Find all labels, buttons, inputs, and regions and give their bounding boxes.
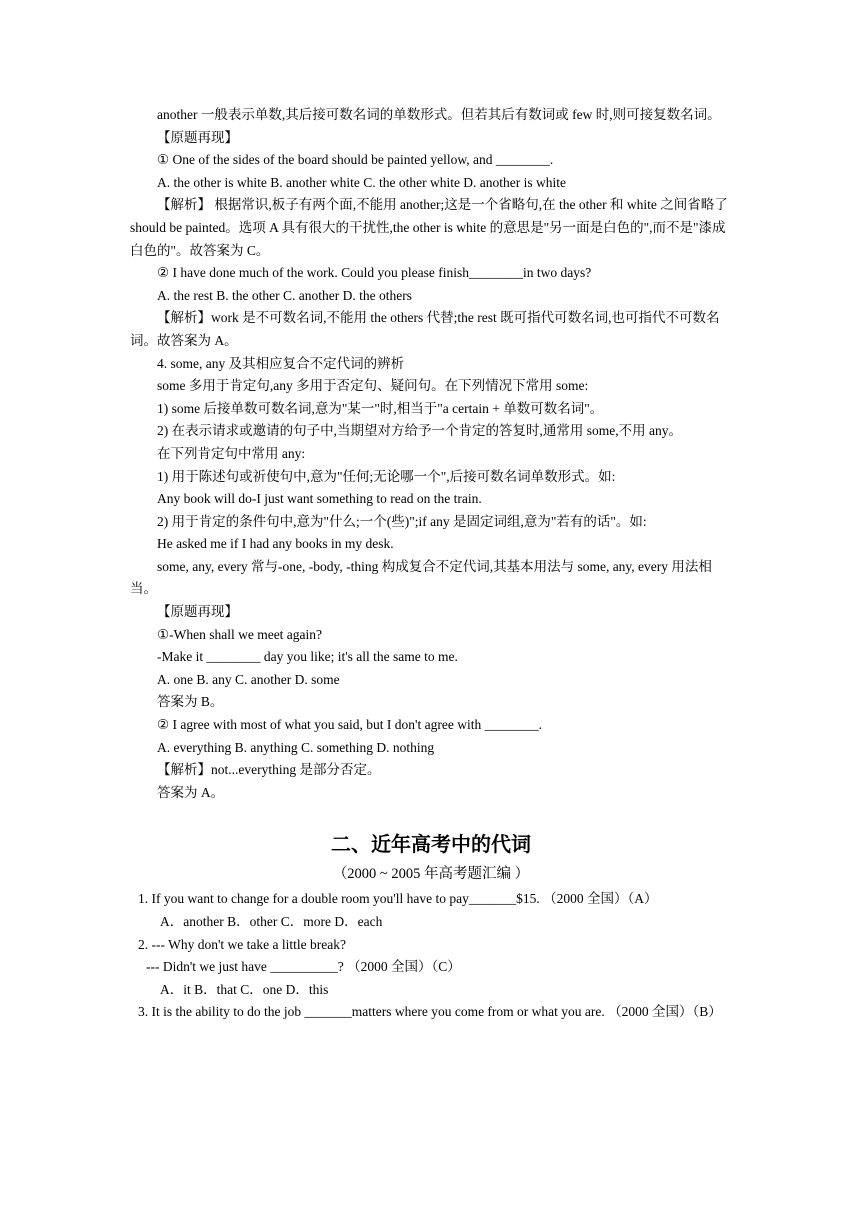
example-any-1: Any book will do-I just want something to read on the train. bbox=[157, 491, 482, 507]
section-4-title: 4. some, any 及其相应复合不定代词的辨析 bbox=[157, 355, 405, 371]
example-any-2: He asked me if I had any books in my desk. bbox=[157, 536, 394, 552]
exam-recap-label: 【原题再现】 bbox=[157, 129, 238, 145]
question-4-options: A. everything B. anything C. something D. nothing bbox=[157, 739, 435, 755]
question-4-analysis: 【解析】not...everything 是部分否定。 bbox=[157, 762, 381, 778]
paragraph-some-any: some 多用于肯定句,any 多用于否定句、疑问句。在下列情况下常用 some: bbox=[157, 378, 589, 394]
question-3-line-1: ①-When shall we meet again? bbox=[157, 626, 323, 642]
question-2-stem: ② I have done much of the work. Could you please finish________in two days? bbox=[157, 265, 592, 281]
rule-some-2: 2) 在表示请求或邀请的句子中,当期望对方给予一个肯定的答复时,通常用 some,不用 any。 bbox=[157, 423, 682, 439]
paragraph-any-intro: 在下列肯定句中常用 any: bbox=[157, 445, 306, 461]
question-2-analysis: 【解析】work 是不可数名词,不能用 the others 代替;the rest 既可指代可数名词,也可指代不可数名词。故答案为 A。 bbox=[130, 310, 720, 348]
question-3-line-2: -Make it ________ day you like; it's all the same to me. bbox=[157, 649, 458, 665]
paragraph-another-usage: another 一般表示单数,其后接可数名词的单数形式。但若其后有数词或 few 时,则可接复数名词。 bbox=[157, 107, 721, 122]
exam-recap-label-2: 【原题再现】 bbox=[157, 604, 238, 620]
question-3-answer: 答案为 B。 bbox=[157, 694, 224, 710]
exam-question-3-stem: 3. It is the ability to do the job _______matters where you come from or what you are. （2000 全国）（B） bbox=[138, 1004, 722, 1020]
rule-any-2: 2) 用于肯定的条件句中,意为"什么;一个(些)";if any 是固定词组,意为"若有的话"。如: bbox=[157, 513, 647, 529]
exam-question-1-stem: 1. If you want to change for a double room you'll have to pay_______$15. （2000 全国）（A） bbox=[138, 891, 658, 907]
rule-some-1: 1) some 后接单数可数名词,意为"某一"时,相当于"a certain + 单数可数名词"。 bbox=[157, 400, 604, 416]
paragraph-compound-pronouns: some, any, every 常与-one, -body, -thing 构成复合不定代词,其基本用法与 some, any, every 用法相当。 bbox=[130, 558, 712, 597]
question-4-answer: 答案为 A。 bbox=[157, 784, 225, 800]
document-page bbox=[130, 104, 732, 1024]
question-3-options: A. one B. any C. another D. some bbox=[157, 671, 340, 687]
section-subtitle: （2000 ~ 2005 年高考题汇编 ） bbox=[332, 866, 530, 883]
exam-question-2-options: A．it B．that C．one D．this bbox=[160, 981, 329, 997]
exam-question-1-options: A．another B．other C．more D．each bbox=[160, 914, 383, 929]
question-1-analysis: 【解析】 根据常识,板子有两个面,不能用 another;这是一个省略句,在 the other 和 white 之间省略了 should be painted。选项 A 具有很大的干扰性,the other is white 的意思是"另一面是白色的",而不是"漆成白色的"。故答案为 C。 bbox=[130, 197, 728, 258]
question-4-stem: ② I agree with most of what you said, but I don't agree with ________. bbox=[157, 717, 542, 733]
question-1-stem: ① One of the sides of the board should be painted yellow, and ________. bbox=[157, 152, 554, 168]
exam-question-2-stem: 2. --- Why don't we take a little break? bbox=[138, 936, 346, 952]
question-2-options: A. the rest B. the other C. another D. the others bbox=[157, 287, 412, 303]
question-1-options: A. the other is white B. another white C. the other white D. another is white bbox=[157, 174, 567, 190]
rule-any-1: 1) 用于陈述句或祈使句中,意为"任何;无论哪一个",后接可数名词单数形式。如: bbox=[157, 468, 616, 484]
section-title: 二、近年高考中的代词 bbox=[331, 832, 531, 857]
exam-question-2-reply: --- Didn't we just have __________? （2000 全国）（C） bbox=[146, 959, 461, 975]
